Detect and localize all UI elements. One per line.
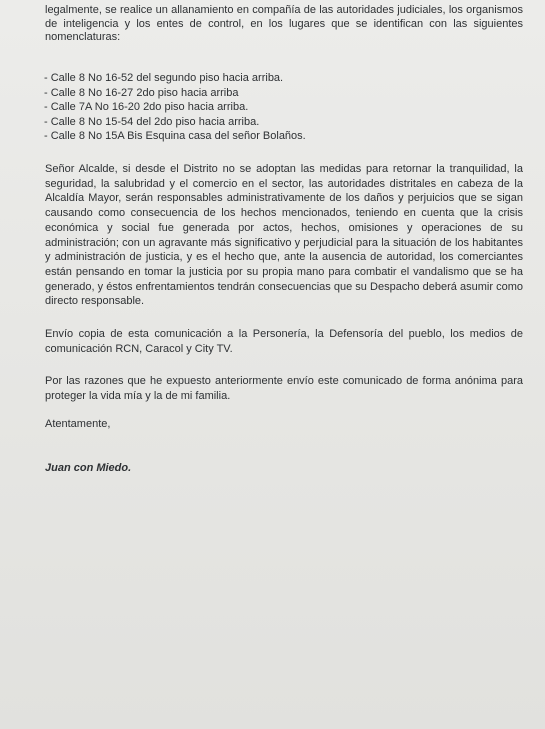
address-item: - Calle 8 No 16-27 2do piso hacia arriba: [44, 86, 239, 99]
body-paragraph-anonimo: Por las razones que he expuesto anteriormente envío este comunicado de forma anónima para proteger la vida mía y la de mi familia.: [45, 375, 523, 402]
address-item: - Calle 8 No 16-52 del segundo piso hacia arriba.: [44, 72, 284, 84]
address-item: - Calle 7A No 16-20 2do piso hacia arriba.: [44, 101, 249, 114]
signature: Juan con Miedo.: [45, 462, 132, 474]
address-item: - Calle 8 No 15A Bis Esquina casa del señor Bolaños.: [44, 130, 306, 143]
body-paragraph-alcalde: Señor Alcalde, si desde el Distrito no se adoptan las medidas para retornar la tranquilidad, la seguridad, la salubridad y el comercio en el sector, las autoridades distritales en cabeza de la Alcaldía Mayor, serán responsables administrativamente de los daños y perjuicios que se sigan causando como consecuencia de los hechos mencionados, teniendo en cuenta que la crisis económica y social fue generada por actos, hechos, omisiones y operaciones de su administración; con un agravante más significativo y perjudicial para la situación de los habitantes y administración de justicia, y es el hecho que, ante la ausencia de autoridad, los comerciantes están pensando en tomar la justicia por su propia mano para combatir el vandalismo que se ha generado, y éstos enfrentamientos tendrán consecuencias que su Despacho deberá asumir como directo responsable.: [45, 163, 523, 308]
address-item: - Calle 8 No 15-54 del 2do piso hacia arriba.: [44, 115, 260, 128]
address-list: [44, 71, 306, 144]
closing: Atentamente,: [45, 418, 111, 430]
intro-paragraph: legalmente, se realice un allanamiento en compañía de las autoridades judiciales, los organismos de inteligencia y los entes de control, en los lugares que se identifican con las siguientes nomenclaturas:: [45, 4, 523, 43]
body-paragraph-copia: Envío copia de esta comunicación a la Personería, la Defensoría del pueblo, los medios de comunicación RCN, Caracol y City TV.: [45, 328, 523, 355]
